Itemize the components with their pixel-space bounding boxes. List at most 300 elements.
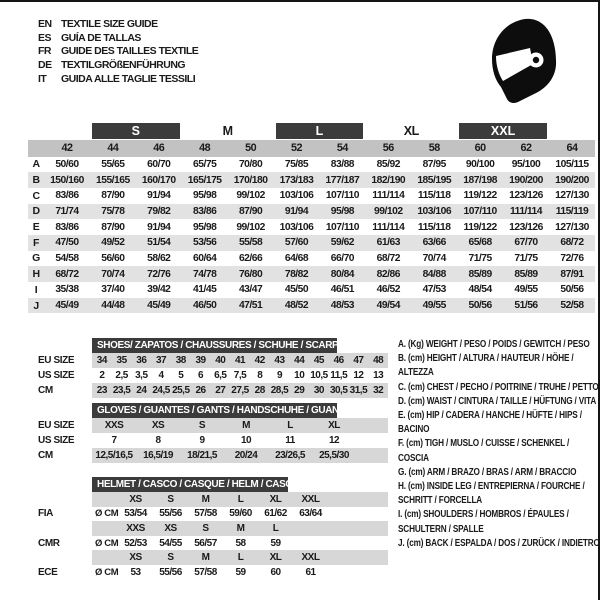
cell: 34: [96, 355, 107, 366]
empty-cell: [549, 122, 595, 140]
cell: 8: [155, 435, 161, 446]
cell: 6,5: [214, 370, 227, 381]
cell: 37/40: [101, 284, 125, 296]
cell: 78/82: [284, 268, 309, 280]
cell: 49/54: [376, 300, 400, 312]
gloves-us-values: [92, 433, 388, 448]
cell: 95/100: [511, 158, 541, 170]
cell: 70/80: [238, 158, 263, 170]
column-header: 60: [474, 142, 486, 155]
cell: 11,5: [330, 370, 348, 381]
cell: 48: [373, 355, 384, 366]
cell: 59: [270, 537, 281, 549]
cell: 2: [99, 370, 105, 381]
shoes-cm-values: [92, 383, 388, 398]
row-label: CM: [38, 450, 53, 461]
cell: 57/58: [194, 566, 217, 578]
cell: 10,5: [310, 370, 328, 381]
guide-title: GUIDE DES TAILLES TEXTILE: [61, 45, 199, 58]
cell: 83/88: [330, 158, 355, 170]
shoes-title: SHOES/ ZAPATOS / CHAUSSURES / SCHUHE / SCARPE: [92, 338, 337, 353]
gloves-eu-values: [92, 418, 388, 433]
diameter-unit: Ø CM: [95, 508, 119, 520]
cell: XS: [164, 522, 177, 534]
cell: 107/110: [325, 190, 359, 202]
cell: 53: [130, 566, 141, 578]
cell: 35/38: [55, 284, 79, 296]
size-group-s: [90, 122, 182, 140]
cell: 46/51: [330, 284, 355, 296]
cell: 58: [235, 537, 246, 549]
cell: 50/60: [55, 158, 79, 170]
cell: 70/74: [422, 252, 446, 264]
row-label: C: [32, 189, 40, 202]
cell: S: [202, 522, 209, 534]
cell: 10: [294, 370, 305, 381]
cell: 87/90: [238, 205, 263, 217]
cell: 32: [373, 385, 384, 396]
cell: 48/53: [330, 300, 355, 312]
cell: 55/65: [101, 158, 125, 170]
cell: 127/130: [555, 221, 589, 233]
cell: 68/72: [560, 237, 584, 249]
shoes-eu-row: [36, 353, 388, 368]
cell: 29: [294, 385, 305, 396]
cell: 75/78: [101, 205, 125, 217]
cell: 52/53: [124, 537, 147, 549]
table-row-b: [28, 172, 595, 188]
row-label: I: [34, 283, 38, 296]
cell: XL: [269, 552, 282, 564]
language-row-it: [38, 72, 198, 86]
cell: 56/60: [101, 252, 125, 264]
column-header: 64: [566, 142, 578, 155]
helmet-fia-values-row: [36, 507, 388, 522]
cell: XXL: [301, 493, 320, 505]
cell: 9: [199, 435, 205, 446]
row-label: G: [32, 252, 40, 265]
cell: 61/62: [264, 508, 287, 520]
cell: 60/64: [193, 252, 217, 264]
cell: 27: [215, 385, 226, 396]
cell: 11: [285, 435, 295, 446]
table-row-d: [28, 204, 595, 220]
full-face-helmet-icon: [488, 16, 560, 104]
cell: 71/74: [55, 205, 79, 217]
guide-title: TEXTILE SIZE GUIDE: [61, 17, 158, 30]
diameter-unit: Ø CM: [95, 537, 119, 549]
row-label: F: [33, 236, 39, 249]
cell: 103/106: [279, 190, 314, 202]
language-code: ES: [38, 31, 52, 44]
gloves-table: [36, 403, 388, 463]
language-code: IT: [38, 73, 47, 86]
cell: 47/50: [55, 237, 79, 249]
cell: 71/75: [468, 252, 492, 264]
size-group-m: [182, 122, 274, 140]
column-header: 48: [199, 142, 211, 155]
cell: 165/175: [187, 174, 222, 186]
cell: 58/62: [147, 252, 171, 264]
cell: 64/68: [284, 252, 309, 264]
cell: 83/86: [55, 190, 79, 202]
cell: 82/86: [376, 268, 400, 280]
cell: 79/82: [147, 205, 171, 217]
cell: 10: [240, 435, 252, 446]
cell: 51/54: [147, 237, 171, 249]
cell: 115/118: [417, 190, 451, 202]
cell: 90/100: [465, 158, 495, 170]
cell: 95/98: [193, 221, 217, 233]
cell: 7: [111, 435, 117, 446]
legend-item: G. (cm) ARM / BRAZO / BRAS / ARM / BRACCIO: [398, 466, 577, 478]
cell: 27,5: [231, 385, 249, 396]
cell: 190/200: [555, 174, 589, 186]
cell: 63/64: [299, 508, 322, 520]
cell: 16,5/19: [143, 450, 173, 461]
cell: 61/63: [376, 237, 400, 249]
helmet-fia-sizes-row: [36, 492, 388, 507]
cell: 103/106: [417, 205, 452, 217]
cell: 12: [353, 370, 364, 381]
legend-item: A. (Kg) WEIGHT / PESO / POIDS / GEWITCH / PESO: [398, 339, 590, 350]
cell: 48/54: [468, 284, 492, 296]
cell: 38: [175, 355, 186, 366]
cell: 111/114: [510, 205, 543, 217]
cell: S: [198, 420, 206, 431]
cell: 54/58: [55, 252, 79, 264]
row-label: FIA: [38, 508, 53, 520]
cell: 177/187: [325, 174, 360, 186]
cell: 111/114: [372, 221, 405, 233]
row-label: ECE: [38, 566, 58, 578]
cell: 37: [156, 355, 167, 366]
cell: 99/102: [236, 190, 265, 202]
cell: M: [242, 420, 250, 431]
cell: 49/52: [101, 237, 125, 249]
gloves-title: GLOVES / GUANTES / GANTS / HANDSCHUHE / GUANTI: [92, 403, 337, 418]
cell: 9: [276, 370, 282, 381]
language-row-es: [38, 31, 198, 45]
cell: 61: [305, 566, 316, 578]
cell: 50/56: [560, 284, 584, 296]
cell: XS: [151, 420, 165, 431]
legend-item: J. (cm) BACK / ESPALDA / DOS / ZURÜCK / INDIETRO: [398, 537, 600, 549]
size-group-xl: [365, 122, 457, 140]
cell: 68/72: [376, 252, 400, 264]
cell: 107/110: [325, 221, 359, 233]
cell: 173/183: [279, 174, 314, 186]
cell: 123/126: [509, 221, 543, 233]
cell: 18/21,5: [187, 450, 217, 461]
cell: 40: [215, 355, 226, 366]
cell: 47/51: [238, 300, 263, 312]
cell: 160/170: [141, 174, 176, 186]
cell: L: [272, 522, 279, 534]
gloves-us-row: [36, 433, 388, 448]
cell: 4: [158, 370, 164, 381]
language-row-de: [38, 58, 198, 72]
language-code: DE: [38, 59, 52, 72]
column-header-row: [28, 140, 595, 157]
cell: 67/70: [514, 237, 538, 249]
size-label-xl: XL: [403, 124, 419, 138]
cell: 66/70: [330, 252, 355, 264]
helmet-ece-values-row: [36, 565, 388, 580]
empty-cell: [44, 122, 90, 140]
cell: 46/52: [376, 284, 400, 296]
cell: 57/58: [194, 508, 217, 520]
legend-item: H. (cm) INSIDE LEG / ENTREPIERNA / FOURCHE / SCHRITT / FORCELLA: [398, 481, 585, 507]
cell: 60/70: [147, 158, 171, 170]
cell: 74/78: [193, 268, 217, 280]
column-header: 54: [336, 142, 348, 155]
cell: 45: [313, 355, 324, 366]
cell: 55/56: [159, 566, 182, 578]
cell: 39: [195, 355, 206, 366]
textile-size-table: [28, 122, 595, 313]
guide-title: GUIDA ALLE TAGLIE TESSILI: [61, 73, 196, 86]
shoes-us-row: [36, 368, 388, 383]
table-row-h: [28, 266, 595, 282]
guide-title: GUÍA DE TALLAS: [61, 31, 141, 44]
cell: 91/94: [147, 190, 171, 202]
cell: XS: [129, 493, 142, 505]
row-label: D: [32, 205, 40, 218]
cell: 65/75: [193, 158, 217, 170]
cell: XXS: [126, 522, 145, 534]
legend-item: C. (cm) CHEST / PECHO / POITRINE / TRUHE / PETTO: [398, 381, 599, 393]
cell: 43: [274, 355, 285, 366]
cell: 36: [136, 355, 147, 366]
table-row-g: [28, 251, 595, 267]
cell: 119/122: [463, 190, 497, 202]
cell: 52/58: [560, 300, 584, 312]
cell: 119/122: [463, 221, 497, 233]
column-header: 42: [61, 142, 73, 155]
cell: 91/94: [147, 221, 171, 233]
cell: 25,5/30: [319, 450, 349, 461]
cell: 41: [234, 355, 246, 366]
helmet-ece-sizes: [92, 550, 388, 565]
diameter-unit: Ø CM: [95, 566, 119, 578]
cell: 59/62: [330, 237, 355, 249]
helmet-cmr-sizes: [92, 521, 388, 536]
cell: 54/55: [159, 537, 182, 549]
cell: 83/86: [55, 221, 79, 233]
row-label: US SIZE: [38, 435, 75, 446]
row-label: E: [32, 221, 40, 234]
cell: 80/84: [330, 268, 355, 280]
cell: 111/114: [372, 190, 405, 202]
cell: M: [236, 522, 245, 534]
table-row-a: [28, 157, 595, 173]
cell: 107/110: [463, 205, 497, 217]
cell: 12,5/16,5: [95, 450, 133, 461]
row-label: J: [33, 299, 39, 312]
row-label: EU SIZE: [38, 420, 75, 431]
helmet-ece-sizes-row: [36, 550, 388, 565]
cell: 55/58: [238, 237, 263, 249]
table-row-e: [28, 219, 595, 235]
cell: 23: [96, 385, 107, 396]
size-group-row: [28, 122, 595, 140]
cell: 45/49: [55, 300, 79, 312]
cell: 95/98: [330, 205, 355, 217]
helmet-cmr-values-row: [36, 536, 388, 551]
column-header: 62: [520, 142, 532, 155]
cell: 43/47: [238, 284, 263, 296]
cell: 28,5: [270, 385, 289, 396]
cell: 13: [373, 370, 384, 381]
cell: 123/126: [509, 190, 543, 202]
cell: M: [201, 552, 210, 564]
cell: 7,5: [233, 370, 247, 381]
shoes-us-values: [92, 368, 388, 383]
cell: XXL: [301, 552, 320, 564]
cell: L: [287, 420, 293, 431]
top-border: [0, 0, 600, 2]
legend-item: F. (cm) TIGH / MUSLO / CUISSE / SCHENKEL / COSCIA: [398, 438, 570, 464]
size-group-xxl: [457, 122, 549, 140]
cell: 53/54: [124, 508, 147, 520]
cell: XS: [129, 552, 142, 564]
language-title-list: [38, 17, 198, 86]
helmet-cmr-sizes-row: [36, 521, 388, 536]
cell: 60: [270, 566, 281, 578]
cell: 30: [313, 385, 324, 396]
cell: 47/53: [422, 284, 446, 296]
cell: 28: [254, 385, 265, 396]
cell: 23/26,5: [275, 450, 305, 461]
column-header: 58: [428, 142, 440, 155]
cell: 72/76: [147, 268, 171, 280]
cell: 87/95: [422, 158, 446, 170]
size-label-m: M: [222, 124, 233, 138]
cell: 185/195: [417, 174, 452, 186]
cell: 87/90: [101, 221, 125, 233]
cell: 55/56: [159, 508, 182, 520]
cell: 44: [294, 355, 305, 366]
cell: 127/130: [555, 190, 589, 202]
cell: 87/91: [560, 268, 584, 280]
cell: 72/76: [560, 252, 584, 264]
column-header: 46: [153, 142, 165, 155]
cell: 48/52: [284, 300, 309, 312]
cell: 83/86: [193, 205, 217, 217]
cell: 84/88: [422, 268, 446, 280]
cell: 115/118: [417, 221, 451, 233]
cell: 35: [116, 355, 127, 366]
cell: 85/89: [468, 268, 492, 280]
cell: 65/68: [468, 237, 492, 249]
cell: XL: [328, 420, 340, 431]
cell: 85/92: [376, 158, 400, 170]
shoes-cm-row: [36, 383, 388, 398]
row-label: EU SIZE: [38, 355, 75, 366]
gloves-cm-row: [36, 448, 388, 463]
cell: 182/190: [371, 174, 406, 186]
cell: 155/165: [95, 174, 130, 186]
cell: 103/106: [279, 221, 314, 233]
cell: 3,5: [135, 370, 148, 381]
cell: 187/198: [463, 174, 497, 186]
cell: 8: [257, 370, 263, 381]
measurement-legend: [398, 338, 600, 551]
cell: 2,5: [115, 370, 128, 381]
cell: 24,5: [152, 385, 170, 396]
size-group-l: [274, 122, 366, 140]
cell: 95/98: [193, 190, 217, 202]
cell: 45/50: [284, 284, 309, 296]
language-row-fr: [38, 45, 198, 59]
cell: 50/56: [468, 300, 492, 312]
cell: 20/24: [234, 450, 258, 461]
cell: 71/75: [514, 252, 538, 264]
row-label: B: [32, 174, 40, 187]
cell: 170/180: [233, 174, 268, 186]
cell: 53/56: [193, 237, 217, 249]
helmet-fia-values: [92, 507, 388, 522]
language-row-en: [38, 17, 198, 31]
cell: 63/66: [422, 237, 446, 249]
column-header: 44: [107, 142, 119, 155]
cell: 150/160: [50, 174, 84, 186]
cell: 45/49: [147, 300, 171, 312]
cell: 68/72: [55, 268, 79, 280]
row-label: H: [32, 268, 40, 281]
cell: 51/56: [514, 300, 538, 312]
cell: XL: [269, 493, 282, 505]
cell: 47: [353, 355, 364, 366]
cell: L: [237, 552, 244, 564]
table-row-c: [28, 188, 595, 204]
cell: S: [167, 493, 174, 505]
cell: 70/74: [101, 268, 125, 280]
legend-item: E. (cm) HIP / CADERA / HANCHE / HÜFTE / HIPS / BACINO: [398, 410, 582, 436]
cell: 42: [254, 355, 265, 366]
size-label-xxl: XXL: [459, 123, 547, 139]
legend-item: I. (cm) SHOULDERS / HOMBROS / ÉPAULES / SCHULTERN / SPALLE: [398, 509, 569, 535]
cell: 41/45: [193, 284, 217, 296]
cell: 30,5: [329, 385, 348, 396]
empty-cell: [28, 122, 44, 140]
cell: 6: [198, 370, 204, 381]
language-code: EN: [38, 17, 52, 30]
column-header: 50: [245, 142, 257, 155]
gloves-cm-values: [92, 448, 388, 463]
cell: 59/60: [229, 508, 252, 520]
helmet-ece-values: [92, 565, 388, 580]
cell: 25,5: [172, 385, 190, 396]
cell: 99/102: [374, 205, 403, 217]
table-row-f: [28, 235, 595, 251]
cell: 5: [178, 370, 184, 381]
row-label: US SIZE: [38, 370, 75, 381]
cell: 46/50: [193, 300, 217, 312]
table-row-j: [28, 298, 595, 314]
cell: 190/200: [509, 174, 543, 186]
cell: L: [237, 493, 244, 505]
cell: M: [201, 493, 210, 505]
cell: 46: [333, 355, 344, 366]
cell: 12: [328, 435, 340, 446]
row-label: CMR: [38, 537, 60, 549]
cell: 31,5: [349, 385, 368, 396]
cell: 91/94: [284, 205, 309, 217]
cell: XXS: [104, 420, 124, 431]
guide-title: TEXTILGRÖßENFÜHRUNG: [61, 59, 186, 72]
